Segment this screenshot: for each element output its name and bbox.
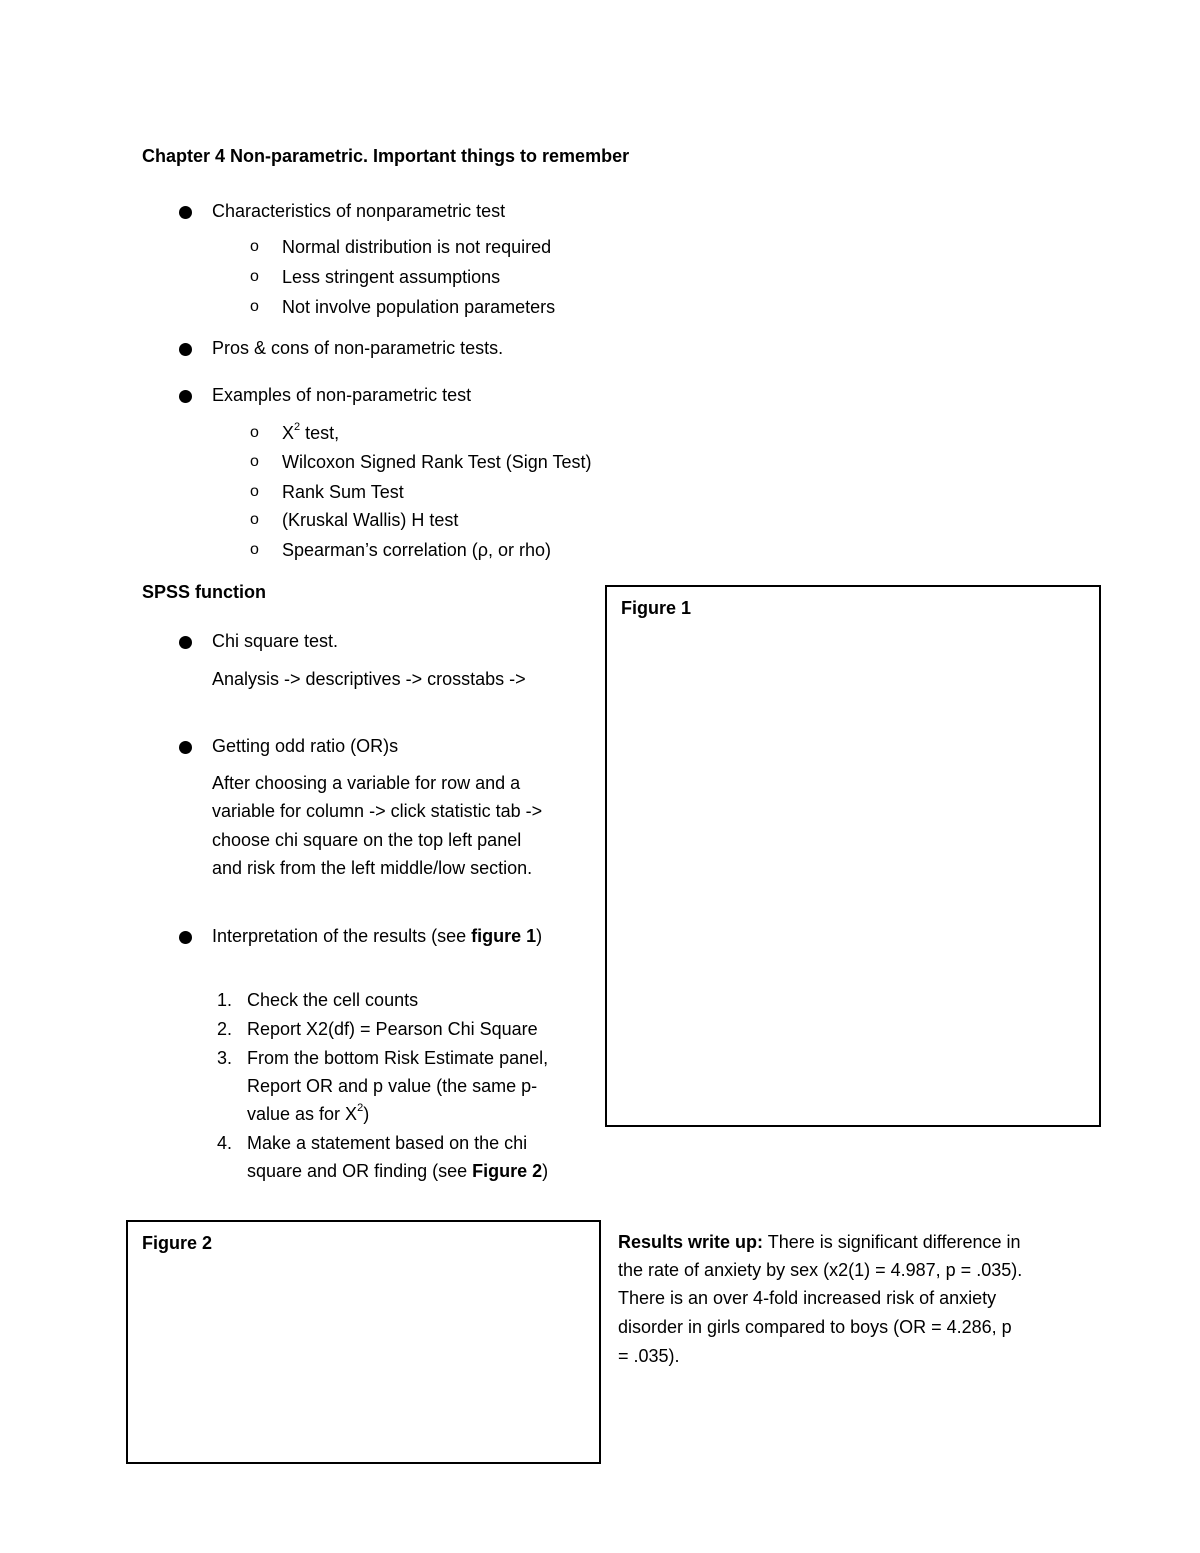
bullet-icon <box>179 206 192 219</box>
bullet-icon <box>179 636 192 649</box>
circle-marker-icon: o <box>250 483 259 500</box>
examples-label: Examples of non-parametric test <box>212 385 472 405</box>
characteristic-item: Not involve population parameters <box>282 297 556 317</box>
step-text: Report OR and p value (the same p- <box>247 1076 538 1096</box>
circle-marker-icon: o <box>250 453 259 470</box>
odds-instruction-line: choose chi square on the top left panel <box>212 830 522 850</box>
step-text: Report X2(df) = Pearson Chi Square <box>247 1019 538 1039</box>
bullet-icon <box>179 390 192 403</box>
odds-instruction-line: and risk from the left middle/low section. <box>212 858 533 878</box>
bullet-icon <box>179 343 192 356</box>
results-line: Results write up: There is significant difference in <box>618 1232 1021 1252</box>
step-text: square and OR finding (see Figure 2) <box>247 1161 549 1181</box>
figure2-reference: Figure 2 <box>472 1161 543 1181</box>
odds-ratio-label: Getting odd ratio (OR)s <box>212 736 399 756</box>
circle-marker-icon: o <box>250 511 259 528</box>
step-number: 3. <box>216 1048 232 1068</box>
characteristic-item: Normal distribution is not required <box>282 237 552 257</box>
chi-superscript: 2 <box>294 421 301 433</box>
figure2-box <box>126 1220 601 1464</box>
circle-marker-icon: o <box>250 541 259 558</box>
results-line: There is an over 4-fold increased risk of anxiety <box>618 1288 997 1308</box>
chi-square-path: Analysis -> descriptives -> crosstabs -> <box>212 669 526 689</box>
characteristics-label: Characteristics of nonparametric test <box>212 201 506 221</box>
results-label: Results write up: <box>618 1232 764 1252</box>
step-text: Make a statement based on the chi <box>247 1133 528 1153</box>
circle-marker-icon: o <box>250 268 259 285</box>
step-number: 1. <box>216 990 232 1010</box>
spss-heading: SPSS function <box>142 582 267 602</box>
example-item-chi <box>282 422 339 444</box>
interpretation-label: Interpretation of the results (see figure 1) <box>212 926 543 946</box>
bullet-icon <box>179 931 192 944</box>
example-item: Rank Sum Test <box>282 482 404 502</box>
odds-instruction-line: After choosing a variable for row and a <box>212 773 521 793</box>
chi-suffix: test, <box>300 423 340 443</box>
figure1-box <box>605 585 1101 1127</box>
results-line: the rate of anxiety by sex (x2(1) = 4.987, p = .035). <box>618 1260 1023 1280</box>
chi-square-label: Chi square test. <box>212 631 339 651</box>
step-number: 4. <box>216 1133 232 1153</box>
circle-marker-icon: o <box>250 298 259 315</box>
step-text: value as for $X^2$) <box>247 1102 370 1124</box>
figure2-title: Figure 2 <box>142 1233 213 1253</box>
page-title: Chapter 4 Non-parametric. Important things to remember <box>142 146 630 166</box>
example-item: Wilcoxon Signed Rank Test (Sign Test) <box>282 452 592 472</box>
pros-cons-label: Pros & cons of non-parametric tests. <box>212 338 504 358</box>
example-item: Spearman’s correlation (ρ, or rho) <box>282 540 552 560</box>
odds-instruction-line: variable for column -> click statistic tab -> <box>212 801 543 821</box>
figure1-reference: figure 1 <box>471 926 537 946</box>
step-text: From the bottom Risk Estimate panel, <box>247 1048 549 1068</box>
example-item: (Kruskal Wallis) H test <box>282 510 459 530</box>
circle-marker-icon: o <box>250 238 259 255</box>
chi-prefix: X <box>282 423 295 443</box>
step-number: 2. <box>216 1019 232 1039</box>
figure1-title: Figure 1 <box>621 598 692 618</box>
results-line: disorder in girls compared to boys (OR = 4.286, p <box>618 1317 1012 1337</box>
bullet-icon <box>179 741 192 754</box>
characteristic-item: Less stringent assumptions <box>282 267 501 287</box>
results-line: = .035). <box>618 1346 680 1366</box>
step-text: Check the cell counts <box>247 990 419 1010</box>
circle-marker-icon: o <box>250 424 259 441</box>
